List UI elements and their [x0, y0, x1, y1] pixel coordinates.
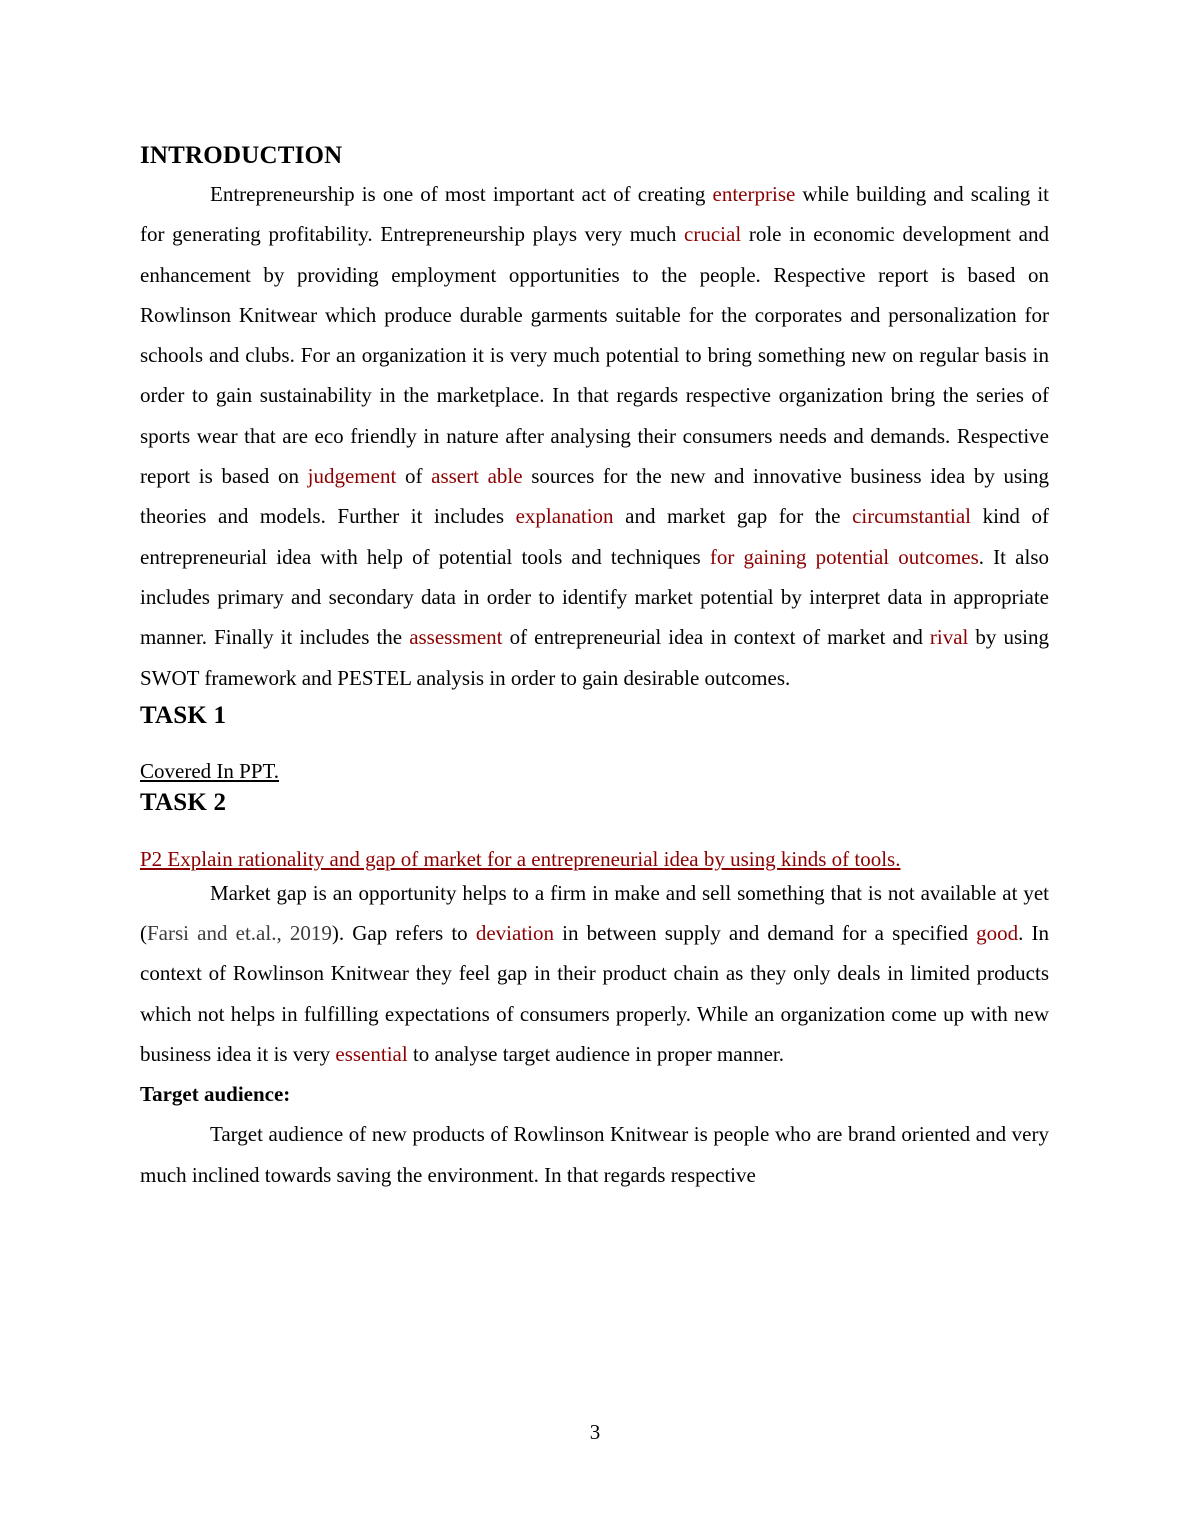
- text-run: and market gap for the: [613, 504, 853, 529]
- highlight-word: explanation: [515, 504, 614, 529]
- target-audience-heading: Target audience:: [140, 1082, 291, 1107]
- text-run: role in economic development and enhancement by providing employment opportunities to the people. Respective report is based on Rowlinson Knitwear which produce durable garments suitable for the corporates and personalization for schools and clubs. For an organization it is very much potential to bring something new on regular basis in order to gain sustainability in the marketplace. In that regards respective organization bring the series of sports wear that are eco friendly in nature after analysing their consumers needs and demands. Respective report is based on: [140, 222, 1049, 489]
- market-gap-paragraph: [140, 873, 1049, 1074]
- highlight-word: assert able: [431, 464, 523, 489]
- highlight-word: judgement: [307, 464, 397, 489]
- introduction-paragraph: [140, 174, 1049, 698]
- text-run: . It also includes primary and secondary data in order to identify market potential by interpret data in appropriate manner. Finally it includes the: [140, 544, 1049, 650]
- text-run: Market gap is an opportunity helps to a firm in make and sell something that is not available at yet (: [140, 880, 1049, 946]
- highlight-word: rival: [929, 625, 969, 650]
- highlight-word: good: [976, 921, 1019, 946]
- highlight-word: assessment: [409, 625, 503, 650]
- document-page: [140, 138, 1049, 1195]
- text-run: in between supply and demand for a specified: [554, 921, 977, 946]
- task2-heading: TASK 2: [140, 788, 227, 816]
- text-run: to analyse target audience in proper manner.: [407, 1042, 785, 1067]
- task1-heading: TASK 1: [140, 701, 227, 729]
- highlight-word: essential: [335, 1042, 408, 1067]
- text-run: kind of entrepreneurial idea with help of potential tools and techniques: [140, 504, 1049, 569]
- highlight-word: circumstantial: [852, 504, 972, 529]
- highlight-word: deviation: [475, 921, 554, 946]
- text-run: Entrepreneurship is one of most important act of creating: [210, 182, 713, 206]
- text-run: by using SWOT framework and PESTEL analysis in order to gain desirable outcomes.: [140, 625, 1050, 690]
- introduction-heading: INTRODUCTION: [140, 142, 343, 169]
- text-run: . In context of Rowlinson Knitwear they feel gap in their product chain as they only deals in limited products which not helps in fulfilling expectations of consumers properly. While an organization come up with new business idea it is very: [140, 921, 1050, 1067]
- text-run: of: [396, 464, 432, 489]
- covered-in-ppt-note: Covered In PPT.: [140, 758, 280, 783]
- target-audience-paragraph: Target audience of new products of Rowlinson Knitwear is people who are brand oriented and very much inclined towards saving the environment. In that regards respective: [140, 1122, 1049, 1187]
- text-run: ). Gap refers to: [331, 921, 476, 946]
- text-run: while building and scaling it for generating profitability. Entrepreneurship plays very much: [140, 182, 1049, 247]
- highlight-word: crucial: [684, 222, 742, 247]
- citation: Farsi and et.al., 2019: [147, 921, 332, 946]
- text-run: of entrepreneurial idea in context of market and: [502, 625, 930, 650]
- highlight-word: enterprise: [712, 182, 796, 206]
- highlight-phrase: for gaining potential outcomes: [709, 544, 979, 569]
- p2-criterion-title: P2 Explain rationality and gap of market for a entrepreneurial idea by using kinds of tools.: [140, 846, 901, 871]
- text-run: sources for the new and innovative business idea by using theories and models. Further it includes: [140, 464, 1049, 529]
- page-number: 3: [589, 1420, 601, 1444]
